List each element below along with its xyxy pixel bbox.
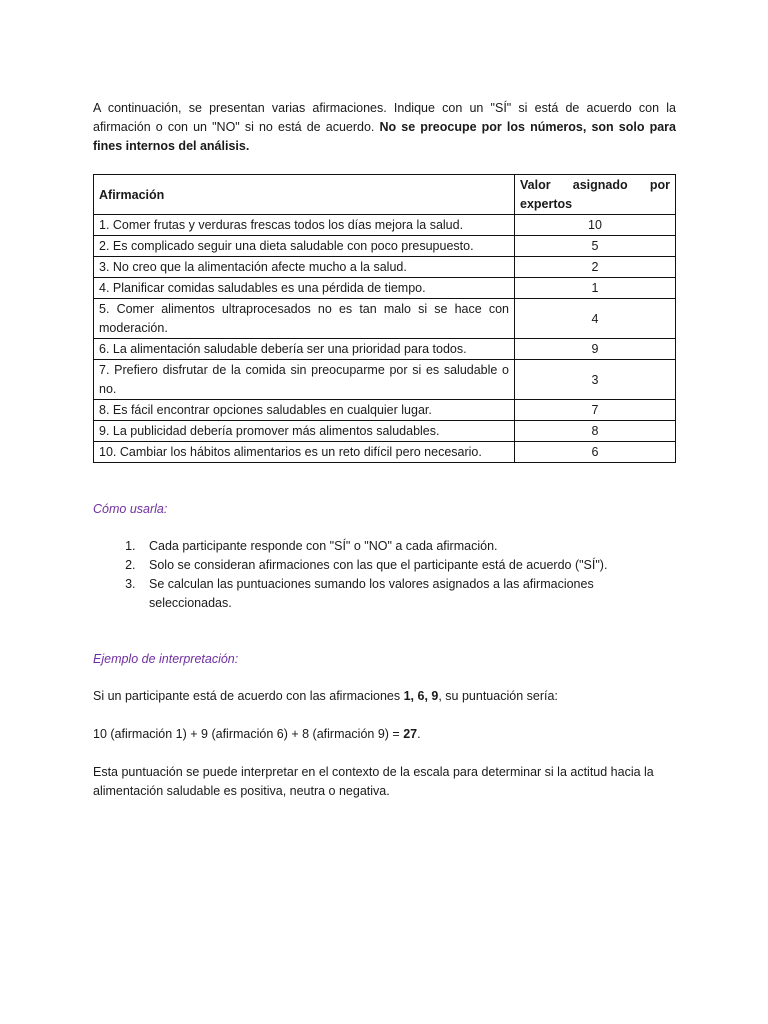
header-statement: Afirmación <box>94 175 515 215</box>
table-row <box>94 299 676 339</box>
example-paragraph-2 <box>93 725 676 744</box>
statement-cell: 7. Prefiero disfrutar de la comida sin preocuparme por si es saludable o no. <box>94 360 515 400</box>
como-usarla-heading: Cómo usarla: <box>93 502 168 516</box>
value-cell: 9 <box>515 339 676 360</box>
list-item: 1. Cada participante responde con "SÍ" o "NO" a cada afirmación. <box>139 537 676 556</box>
value-cell: 1 <box>515 278 676 299</box>
statement-cell: 1. Comer frutas y verduras frescas todos los días mejora la salud. <box>94 215 515 236</box>
intro-paragraph <box>93 99 676 156</box>
table-row <box>94 400 676 421</box>
table-row <box>94 442 676 463</box>
table-row <box>94 421 676 442</box>
statement-cell: 5. Comer alimentos ultraprocesados no es tan malo si se hace con moderación. <box>94 299 515 339</box>
intro-bold-note: No se preocupe por los números, son solo para fines internos del análisis. <box>93 120 676 153</box>
value-cell: 8 <box>515 421 676 442</box>
value-cell: 7 <box>515 400 676 421</box>
statement-cell: 8. Es fácil encontrar opciones saludables en cualquier lugar. <box>94 400 515 421</box>
value-cell: 5 <box>515 236 676 257</box>
usage-steps-list <box>93 537 676 613</box>
table-row <box>94 360 676 400</box>
table-row <box>94 339 676 360</box>
header-value <box>515 175 676 215</box>
example-paragraph-3: Esta puntuación se puede interpretar en el contexto de la escala para determinar si la actitud hacia la alimentación saludable es positiva, neutra o negativa. <box>93 765 654 798</box>
value-cell: 6 <box>515 442 676 463</box>
value-cell: 3 <box>515 360 676 400</box>
value-cell: 4 <box>515 299 676 339</box>
header-value-line1: Valor asignado por <box>520 178 670 192</box>
statement-cell: 3. No creo que la alimentación afecte mucho a la salud. <box>94 257 515 278</box>
example-p1-post: , su puntuación sería: <box>438 689 558 703</box>
example-p1-bold: 1, 6, 9 <box>403 689 439 703</box>
value-cell: 10 <box>515 215 676 236</box>
ejemplo-heading: Ejemplo de interpretación: <box>93 652 239 666</box>
table-row <box>94 278 676 299</box>
statements-table <box>93 174 676 463</box>
table-row <box>94 236 676 257</box>
example-p2-pre: 10 (afirmación 1) + 9 (afirmación 6) + 8 (afirmación 9) = <box>93 727 404 741</box>
table-header-row <box>94 175 676 215</box>
statement-cell: 4. Planificar comidas saludables es una pérdida de tiempo. <box>94 278 515 299</box>
statement-cell: 10. Cambiar los hábitos alimentarios es un reto difícil pero necesario. <box>94 442 515 463</box>
list-item: 3. Se calculan las puntuaciones sumando los valores asignados a las afirmaciones seleccionadas. <box>139 575 676 613</box>
example-p2-post: . <box>417 727 421 741</box>
list-item: 2. Solo se consideran afirmaciones con las que el participante está de acuerdo ("SÍ"). <box>139 556 676 575</box>
example-p1-pre: Si un participante está de acuerdo con las afirmaciones <box>93 689 404 703</box>
value-cell: 2 <box>515 257 676 278</box>
table-row <box>94 257 676 278</box>
statement-cell: 6. La alimentación saludable debería ser una prioridad para todos. <box>94 339 515 360</box>
example-paragraph-1 <box>93 687 676 706</box>
header-value-line2: expertos <box>520 197 573 211</box>
table-row <box>94 215 676 236</box>
example-p2-bold: 27 <box>403 727 418 741</box>
statement-cell: 9. La publicidad debería promover más alimentos saludables. <box>94 421 515 442</box>
statement-cell: 2. Es complicado seguir una dieta saludable con poco presupuesto. <box>94 236 515 257</box>
intro-text: A continuación, se presentan varias afirmaciones. Indique con un "SÍ" si está de acuerdo con la afirmación o con un "NO" si no está de acuerdo. <box>93 101 676 134</box>
